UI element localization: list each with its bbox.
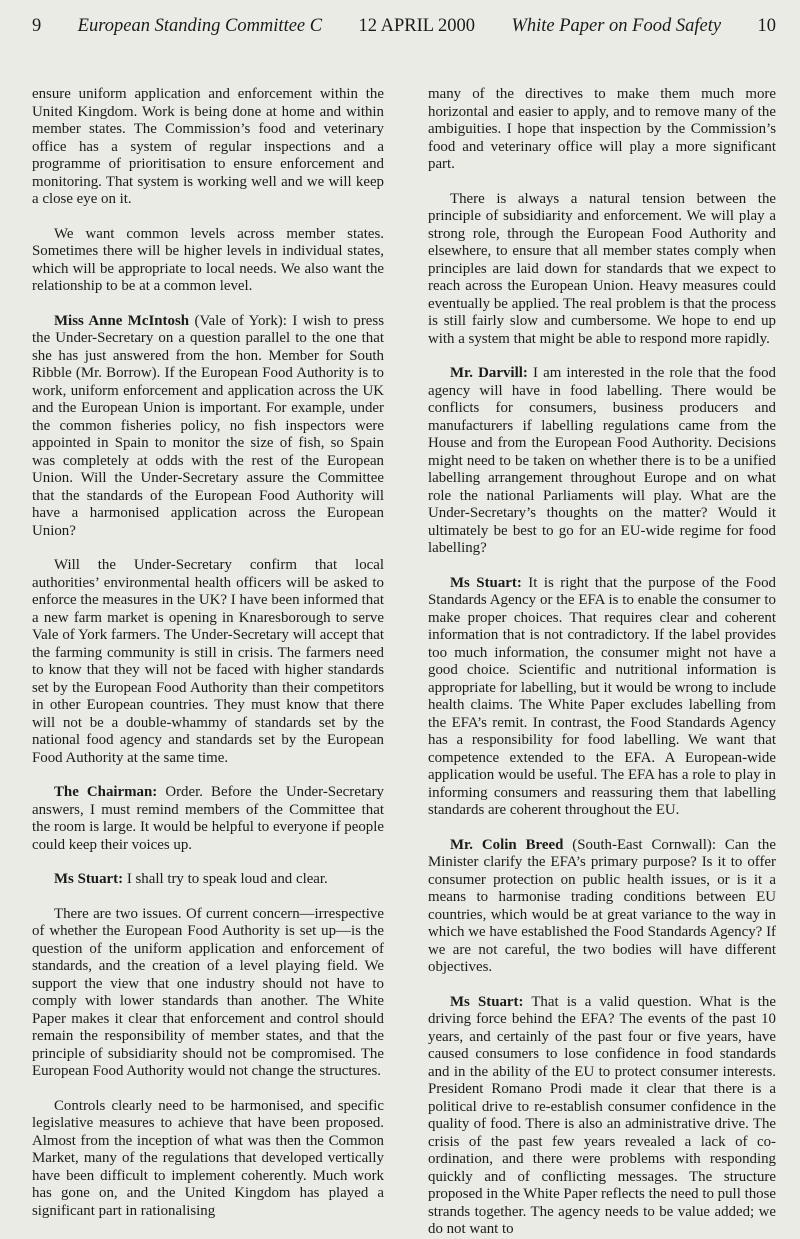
page-number-right: 10 [757, 16, 776, 36]
speaker-name: Ms Stuart: [54, 871, 124, 887]
paragraph-text: That is a valid question. What is the driving force behind the EFA? The events of the past 10 years, and certainly of the past four or five years, have caused consumers to lose confidence in food standards and in the ability of the EU to protect consumer interests. President Romano Prodi made it clear that there is a political drive to re-establish consumer confidence in the quality of food. There is also an administrative drive. The crisis of the past few years revealed a lack of co-ordination, and there were problems with responding quickly and of conflicting messages. The structure proposed in the White Paper reflects the need to pull those strands together. The agency needs to be value added; we do not want to [428, 993, 776, 1237]
paragraph [32, 557, 384, 767]
paragraph [32, 871, 384, 889]
paragraph-text: many of the directives to make them much more horizontal and easier to apply, and to remove many of the ambiguities. I hope that inspection by the Commission’s food and veterinary office will play a more significant part. [428, 86, 776, 172]
paragraph-text: We want common levels across member states. Sometimes there will be higher levels in individual states, which will be appropriate to local needs. We also want the relationship to be at a common level. [32, 225, 384, 294]
paragraph-text: (South-East Cornwall): Can the Minister clarify the EFA’s primary purpose? Is it to offer consumer protection on public health issues, or is it a means to harmonise trading conditions between EU countries, which would be at great variance to the way in which we have established the Food Standards Agency? If we are not careful, the two bodies will have different objectives. [428, 836, 776, 975]
paragraph-text: There are two issues. Of current concern—irrespective of whether the European Food Authority is set up—is the question of the uniform application and enforcement of standards, and the creation of a level playing field. We support the view that one industry should not have to comply with lower standards than another. The White Paper makes it clear that enforcement and control should remain the responsibility of member states, and that the principle of subsidiarity should not be compromised. The European Food Authority would not change the structures. [32, 905, 384, 1079]
paragraph [32, 1098, 384, 1221]
paragraph [428, 994, 776, 1239]
speaker-name: The Chairman: [54, 784, 158, 800]
speaker-name: Miss Anne McIntosh [54, 312, 190, 329]
paragraph [428, 837, 776, 977]
paragraph [32, 906, 384, 1081]
speaker-name: Ms Stuart: [450, 574, 522, 591]
speaker-name: Mr. Colin Breed [450, 836, 564, 853]
paragraph [32, 86, 384, 209]
speaker-name: Ms Stuart: [450, 993, 524, 1010]
paragraph-text: ensure uniform application and enforcement within the United Kingdom. Work is being done at home and within member states. The Commission’s food and veterinary office has a system of regular inspections and a programme of prioritisation to ensure enforcement and monitoring. That system is working well and we will keep a close eye on it. [32, 86, 384, 207]
paragraph-text: Controls clearly need to be harmonised, and specific legislative measures to achieve that have been proposed. Almost from the inception of what was then the Common Market, many of the regulations that developed vertically have been difficult to implement coherently. Much work has gone on, and the United Kingdom has played a significant part in rationalising [32, 1097, 384, 1219]
paragraph-text: I shall try to speak loud and clear. [126, 871, 328, 887]
paragraph [428, 86, 776, 174]
committee-name: European Standing Committee C [77, 16, 323, 36]
paragraph [32, 226, 384, 296]
running-header [32, 16, 776, 46]
speaker-name: Mr. Darvill: [450, 365, 528, 381]
document-subject: White Paper on Food Safety [511, 16, 722, 36]
left-column [32, 86, 384, 1239]
paragraph-text: There is always a natural tension between the principle of subsidiarity and enforcement. We will play a strong role, through the European Food Authority and elsewhere, to ensure that all member states comply when principles are laid down for standards that we expect to reach across the European Union. Heavy measures could eventually be applied. The real problem is that the process is still fairly slow and cumbersome. We hope to end up with a system that might be able to respond more rapidly. [428, 190, 776, 347]
right-column [428, 86, 776, 1239]
paragraph-text: Will the Under-Secretary confirm that local authorities’ environmental health officers will be asked to enforce the measures in the UK? I have been informed that a new farm market is opening in Knaresborough to serve Vale of York farmers. The Under-Secretary will accept that the farming community is still in crisis. The farmers need to know that they will not be faced with higher standards set by the European Food Authority than their competitors in other European countries. They must know that there will not be a double-whammy of standards set by the national food agency and standards set by the European Food Authority at the same time. [32, 557, 384, 766]
paragraph-text: (Vale of York): I wish to press the Under-Secretary on a question parallel to the one that she has just answered from the hon. Member for South Ribble (Mr. Borrow). If the European Food Authority is to work, uniform enforcement and application across the UK and the European Union is important. For example, under the common fisheries policy, no fish inspectors were appointed in Spain to monitor the size of fish, so Spain was completely at odds with the rest of the European Union. Will the Under-Secretary assure the Committee that the standards of the European Food Authority will have a harmonised application across the European Union? [32, 312, 384, 539]
session-date: 12 APRIL 2000 [358, 16, 476, 36]
text-columns [32, 86, 776, 1239]
paragraph [428, 365, 776, 558]
paragraph-text: It is right that the purpose of the Food Standards Agency or the EFA is to enable the consumer to make proper choices. That requires clear and coherent information that is not contradictory. If the label provides too much information, the consumer might not have a good choice. Scientific and nutritional information is appropriate for labelling, but it would be wrong to include health claims. The White Paper excludes labelling from the EFA’s remit. In contrast, the Food Standards Agency has a responsibility for food labelling. We want that competence extended to the EFA. A European-wide application would be useful. The EFA has a role to play in informing consumers and reassuring them that labelling standards are coherent throughout the EU. [428, 574, 776, 818]
paragraph [32, 313, 384, 541]
paragraph [428, 575, 776, 820]
paragraph [428, 191, 776, 349]
paragraph [32, 784, 384, 854]
paragraph-text: I am interested in the role that the food agency will have in food labelling. There would be conflicts for consumers, business producers and manufacturers if labelling regulations came from the House and from the European Food Authority. Decisions might need to be taken on whether there is to be a unified labelling arrangement throughout Europe and on what role the national Parliaments will play. What are the Under-Secretary’s thoughts on the matter? Would it ultimately be best to go for an EU-wide regime for food labelling? [428, 365, 776, 556]
page-number-left: 9 [32, 16, 42, 36]
paragraph-text: Order. Before the Under-Secretary answers, I must remind members of the Committee that the room is large. It would be helpful to everyone if people could keep their voices up. [32, 784, 384, 853]
